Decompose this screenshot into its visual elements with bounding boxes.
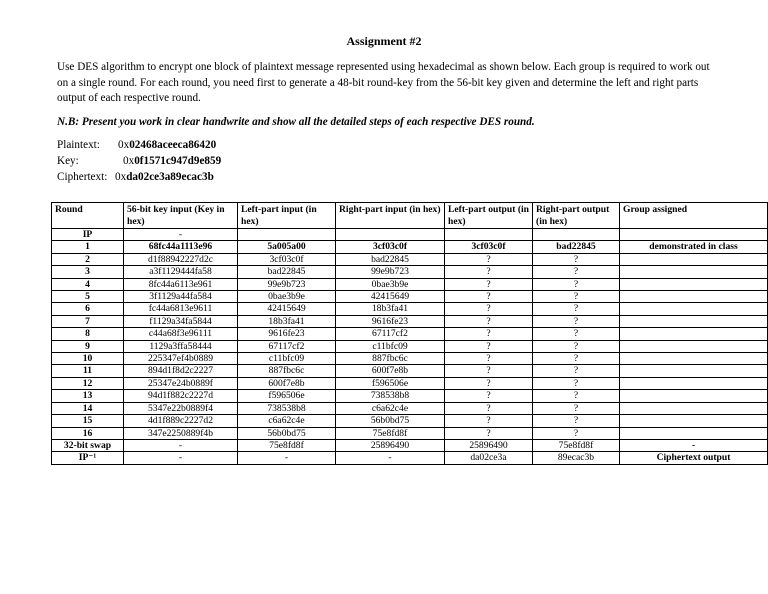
table-cell: ? — [533, 303, 620, 315]
table-cell: ? — [533, 266, 620, 278]
table-cell — [620, 427, 768, 439]
table-cell: 887fbc6c — [336, 353, 445, 365]
header-right-output: Right-part output (in hex) — [533, 203, 620, 229]
table-cell: 2 — [52, 253, 124, 265]
table-row — [52, 390, 768, 402]
table-cell — [336, 229, 445, 241]
table-cell: 5347e22b0889f4 — [124, 402, 238, 414]
table-cell: ? — [533, 415, 620, 427]
table-cell: 16 — [52, 427, 124, 439]
table-cell: ? — [533, 365, 620, 377]
table-cell: 3f1129a44fa584 — [124, 291, 238, 303]
table-cell: IP⁻¹ — [52, 452, 124, 464]
table-cell: ? — [533, 402, 620, 414]
table-cell: ? — [445, 291, 533, 303]
plaintext-label: Plaintext: — [57, 139, 100, 151]
table-cell: - — [238, 452, 336, 464]
table-row — [52, 229, 768, 241]
table-cell: 10 — [52, 353, 124, 365]
table-cell: c6a62c4e — [336, 402, 445, 414]
table-cell — [620, 253, 768, 265]
table-cell: ? — [445, 427, 533, 439]
table-row — [52, 452, 768, 464]
table-cell: 225347ef4b0889 — [124, 353, 238, 365]
table-cell — [445, 229, 533, 241]
table-cell: c11bfc09 — [336, 340, 445, 352]
table-cell — [620, 402, 768, 414]
table-cell: 75e8fd8f — [238, 439, 336, 451]
table-cell: ? — [533, 390, 620, 402]
header-round: Round — [52, 203, 124, 229]
table-cell: 5a005a00 — [238, 241, 336, 253]
table-cell — [620, 315, 768, 327]
table-cell: ? — [445, 415, 533, 427]
table-cell: a3f1129444fa58 — [124, 266, 238, 278]
header-left-input: Left-part input (in hex) — [238, 203, 336, 229]
table-cell: ? — [445, 315, 533, 327]
table-cell: ? — [445, 365, 533, 377]
table-cell: ? — [445, 278, 533, 290]
table-cell: ? — [445, 402, 533, 414]
table-cell: ? — [445, 390, 533, 402]
table-cell — [620, 291, 768, 303]
note-text: N.B: Present you work in clear handwrite and show all the detailed steps of each respective DES round. — [57, 116, 535, 128]
table-cell: 15 — [52, 415, 124, 427]
table-row — [52, 427, 768, 439]
table-cell: 99e9b723 — [238, 278, 336, 290]
table-row — [52, 303, 768, 315]
table-cell: fc44a6813e9611 — [124, 303, 238, 315]
key-label: Key: — [57, 155, 79, 167]
table-cell — [620, 328, 768, 340]
table-cell: - — [620, 439, 768, 451]
table-cell: d1f88942227d2c — [124, 253, 238, 265]
table-cell: 1129a3ffa58444 — [124, 340, 238, 352]
table-cell: 9 — [52, 340, 124, 352]
table-cell: 42415649 — [238, 303, 336, 315]
table-cell: 9616fe23 — [336, 315, 445, 327]
table-cell: ? — [533, 377, 620, 389]
table-cell: - — [124, 452, 238, 464]
table-cell: 3cf03c0f — [445, 241, 533, 253]
table-cell: 67117cf2 — [238, 340, 336, 352]
header-left-output: Left-part output (in hex) — [445, 203, 533, 229]
table-cell: 14 — [52, 402, 124, 414]
plaintext-prefix: 0x — [118, 139, 130, 151]
table-cell: ? — [445, 377, 533, 389]
table-cell: 7 — [52, 315, 124, 327]
ciphertext-prefix: 0x — [115, 171, 127, 183]
table-row — [52, 266, 768, 278]
table-cell — [620, 340, 768, 352]
table-cell — [620, 377, 768, 389]
table-cell: bad22845 — [336, 253, 445, 265]
table-cell: 99e9b723 — [336, 266, 445, 278]
table-cell: 56b0bd75 — [238, 427, 336, 439]
table-row — [52, 315, 768, 327]
table-cell: - — [336, 452, 445, 464]
table-cell: ? — [445, 266, 533, 278]
table-cell: ? — [533, 427, 620, 439]
table-cell: ? — [445, 340, 533, 352]
table-cell: 75e8fd8f — [533, 439, 620, 451]
header-right-input: Right-part input (in hex) — [336, 203, 445, 229]
table-cell: 600f7e8b — [336, 365, 445, 377]
page-title: Assignment #2 — [346, 34, 422, 48]
table-cell — [620, 353, 768, 365]
ciphertext-value: da02ce3a89ecac3b — [126, 171, 214, 183]
table-cell: ? — [445, 253, 533, 265]
table-row — [52, 328, 768, 340]
table-row — [52, 253, 768, 265]
table-cell: 75e8fd8f — [336, 427, 445, 439]
plaintext-line — [57, 139, 216, 151]
table-cell: 1 — [52, 241, 124, 253]
header-group: Group assigned — [620, 203, 768, 229]
table-cell — [620, 365, 768, 377]
table-cell: f596506e — [238, 390, 336, 402]
table-cell: - — [124, 439, 238, 451]
table-cell: 13 — [52, 390, 124, 402]
table-cell: 3 — [52, 266, 124, 278]
table-cell: 4d1f889c2227d2 — [124, 415, 238, 427]
ciphertext-line — [57, 171, 214, 183]
key-prefix: 0x — [123, 155, 135, 167]
table-row — [52, 291, 768, 303]
table-cell: ? — [533, 353, 620, 365]
table-cell: ? — [533, 253, 620, 265]
table-cell: 56b0bd75 — [336, 415, 445, 427]
table-header-row — [52, 203, 768, 229]
key-value: 0f1571c947d9e859 — [134, 155, 222, 167]
table-cell: ? — [445, 328, 533, 340]
table-cell: ? — [533, 328, 620, 340]
table-cell: demonstrated in class — [620, 241, 768, 253]
table-row — [52, 377, 768, 389]
table-cell: da02ce3a — [445, 452, 533, 464]
table-cell: 67117cf2 — [336, 328, 445, 340]
table-cell: 5 — [52, 291, 124, 303]
table-cell: c11bfc09 — [238, 353, 336, 365]
table-cell: bad22845 — [238, 266, 336, 278]
table-row — [52, 365, 768, 377]
table-row — [52, 241, 768, 253]
table-cell: IP — [52, 229, 124, 241]
instructions-paragraph: Use DES algorithm to encrypt one block of plaintext message represented using hexadecimal as shown below. Each group is required to work out on a single round. For each round, you need first to generate a 48-bit round-key from the 56-bit key given and determine the left and right parts output of each respective round. — [57, 61, 710, 104]
key-line — [57, 155, 221, 167]
table-cell: 94d1f882c2227d — [124, 390, 238, 402]
table-cell: 4 — [52, 278, 124, 290]
table-row — [52, 402, 768, 414]
table-row — [52, 439, 768, 451]
table-cell: c6a62c4e — [238, 415, 336, 427]
table-cell — [620, 266, 768, 278]
table-cell — [620, 229, 768, 241]
table-cell — [620, 415, 768, 427]
table-cell: 11 — [52, 365, 124, 377]
table-cell — [620, 390, 768, 402]
table-cell: 32-bit swap — [52, 439, 124, 451]
table-cell: 68fc44a1113e96 — [124, 241, 238, 253]
table-cell: ? — [445, 303, 533, 315]
table-cell: 8 — [52, 328, 124, 340]
table-cell — [238, 229, 336, 241]
ciphertext-label: Ciphertext: — [57, 171, 108, 183]
header-key-input: 56-bit key input (Key in hex) — [124, 203, 238, 229]
table-cell: 6 — [52, 303, 124, 315]
table-cell: bad22845 — [533, 241, 620, 253]
table-cell: 42415649 — [336, 291, 445, 303]
table-cell: 8fc44a6113e961 — [124, 278, 238, 290]
table-cell: ? — [533, 291, 620, 303]
table-cell: 0bae3b9e — [336, 278, 445, 290]
table-cell: ? — [533, 278, 620, 290]
table-cell: 9616fe23 — [238, 328, 336, 340]
table-cell: f1129a34fa5844 — [124, 315, 238, 327]
table-cell: Ciphertext output — [620, 452, 768, 464]
table-cell: 25347e24b0889f — [124, 377, 238, 389]
plaintext-value: 02468aceeca86420 — [129, 139, 217, 151]
table-cell — [533, 229, 620, 241]
table-row — [52, 340, 768, 352]
table-cell — [620, 303, 768, 315]
table-row — [52, 353, 768, 365]
table-cell: 738538b8 — [336, 390, 445, 402]
table-body — [52, 229, 768, 465]
table-cell: 18b3fa41 — [336, 303, 445, 315]
table-cell: c44a68f3e96111 — [124, 328, 238, 340]
table-cell: ? — [533, 315, 620, 327]
table-cell: 894d1f8d2c2227 — [124, 365, 238, 377]
table-cell: 738538b8 — [238, 402, 336, 414]
table-cell: ? — [445, 353, 533, 365]
table-cell: 25896490 — [445, 439, 533, 451]
table-cell: 887fbc6c — [238, 365, 336, 377]
table-cell: 25896490 — [336, 439, 445, 451]
table-cell: 600f7e8b — [238, 377, 336, 389]
table-cell: 0bae3b9e — [238, 291, 336, 303]
table-cell: 12 — [52, 377, 124, 389]
table-cell: 347e2250889f4b — [124, 427, 238, 439]
table-cell: f596506e — [336, 377, 445, 389]
des-rounds-table — [51, 202, 768, 465]
table-cell: - — [124, 229, 238, 241]
table-row — [52, 278, 768, 290]
table-cell: ? — [533, 340, 620, 352]
table-cell: 18b3fa41 — [238, 315, 336, 327]
table-cell — [620, 278, 768, 290]
table-row — [52, 415, 768, 427]
table-cell: 3cf03c0f — [238, 253, 336, 265]
table-cell: 89ecac3b — [533, 452, 620, 464]
table-cell: 3cf03c0f — [336, 241, 445, 253]
